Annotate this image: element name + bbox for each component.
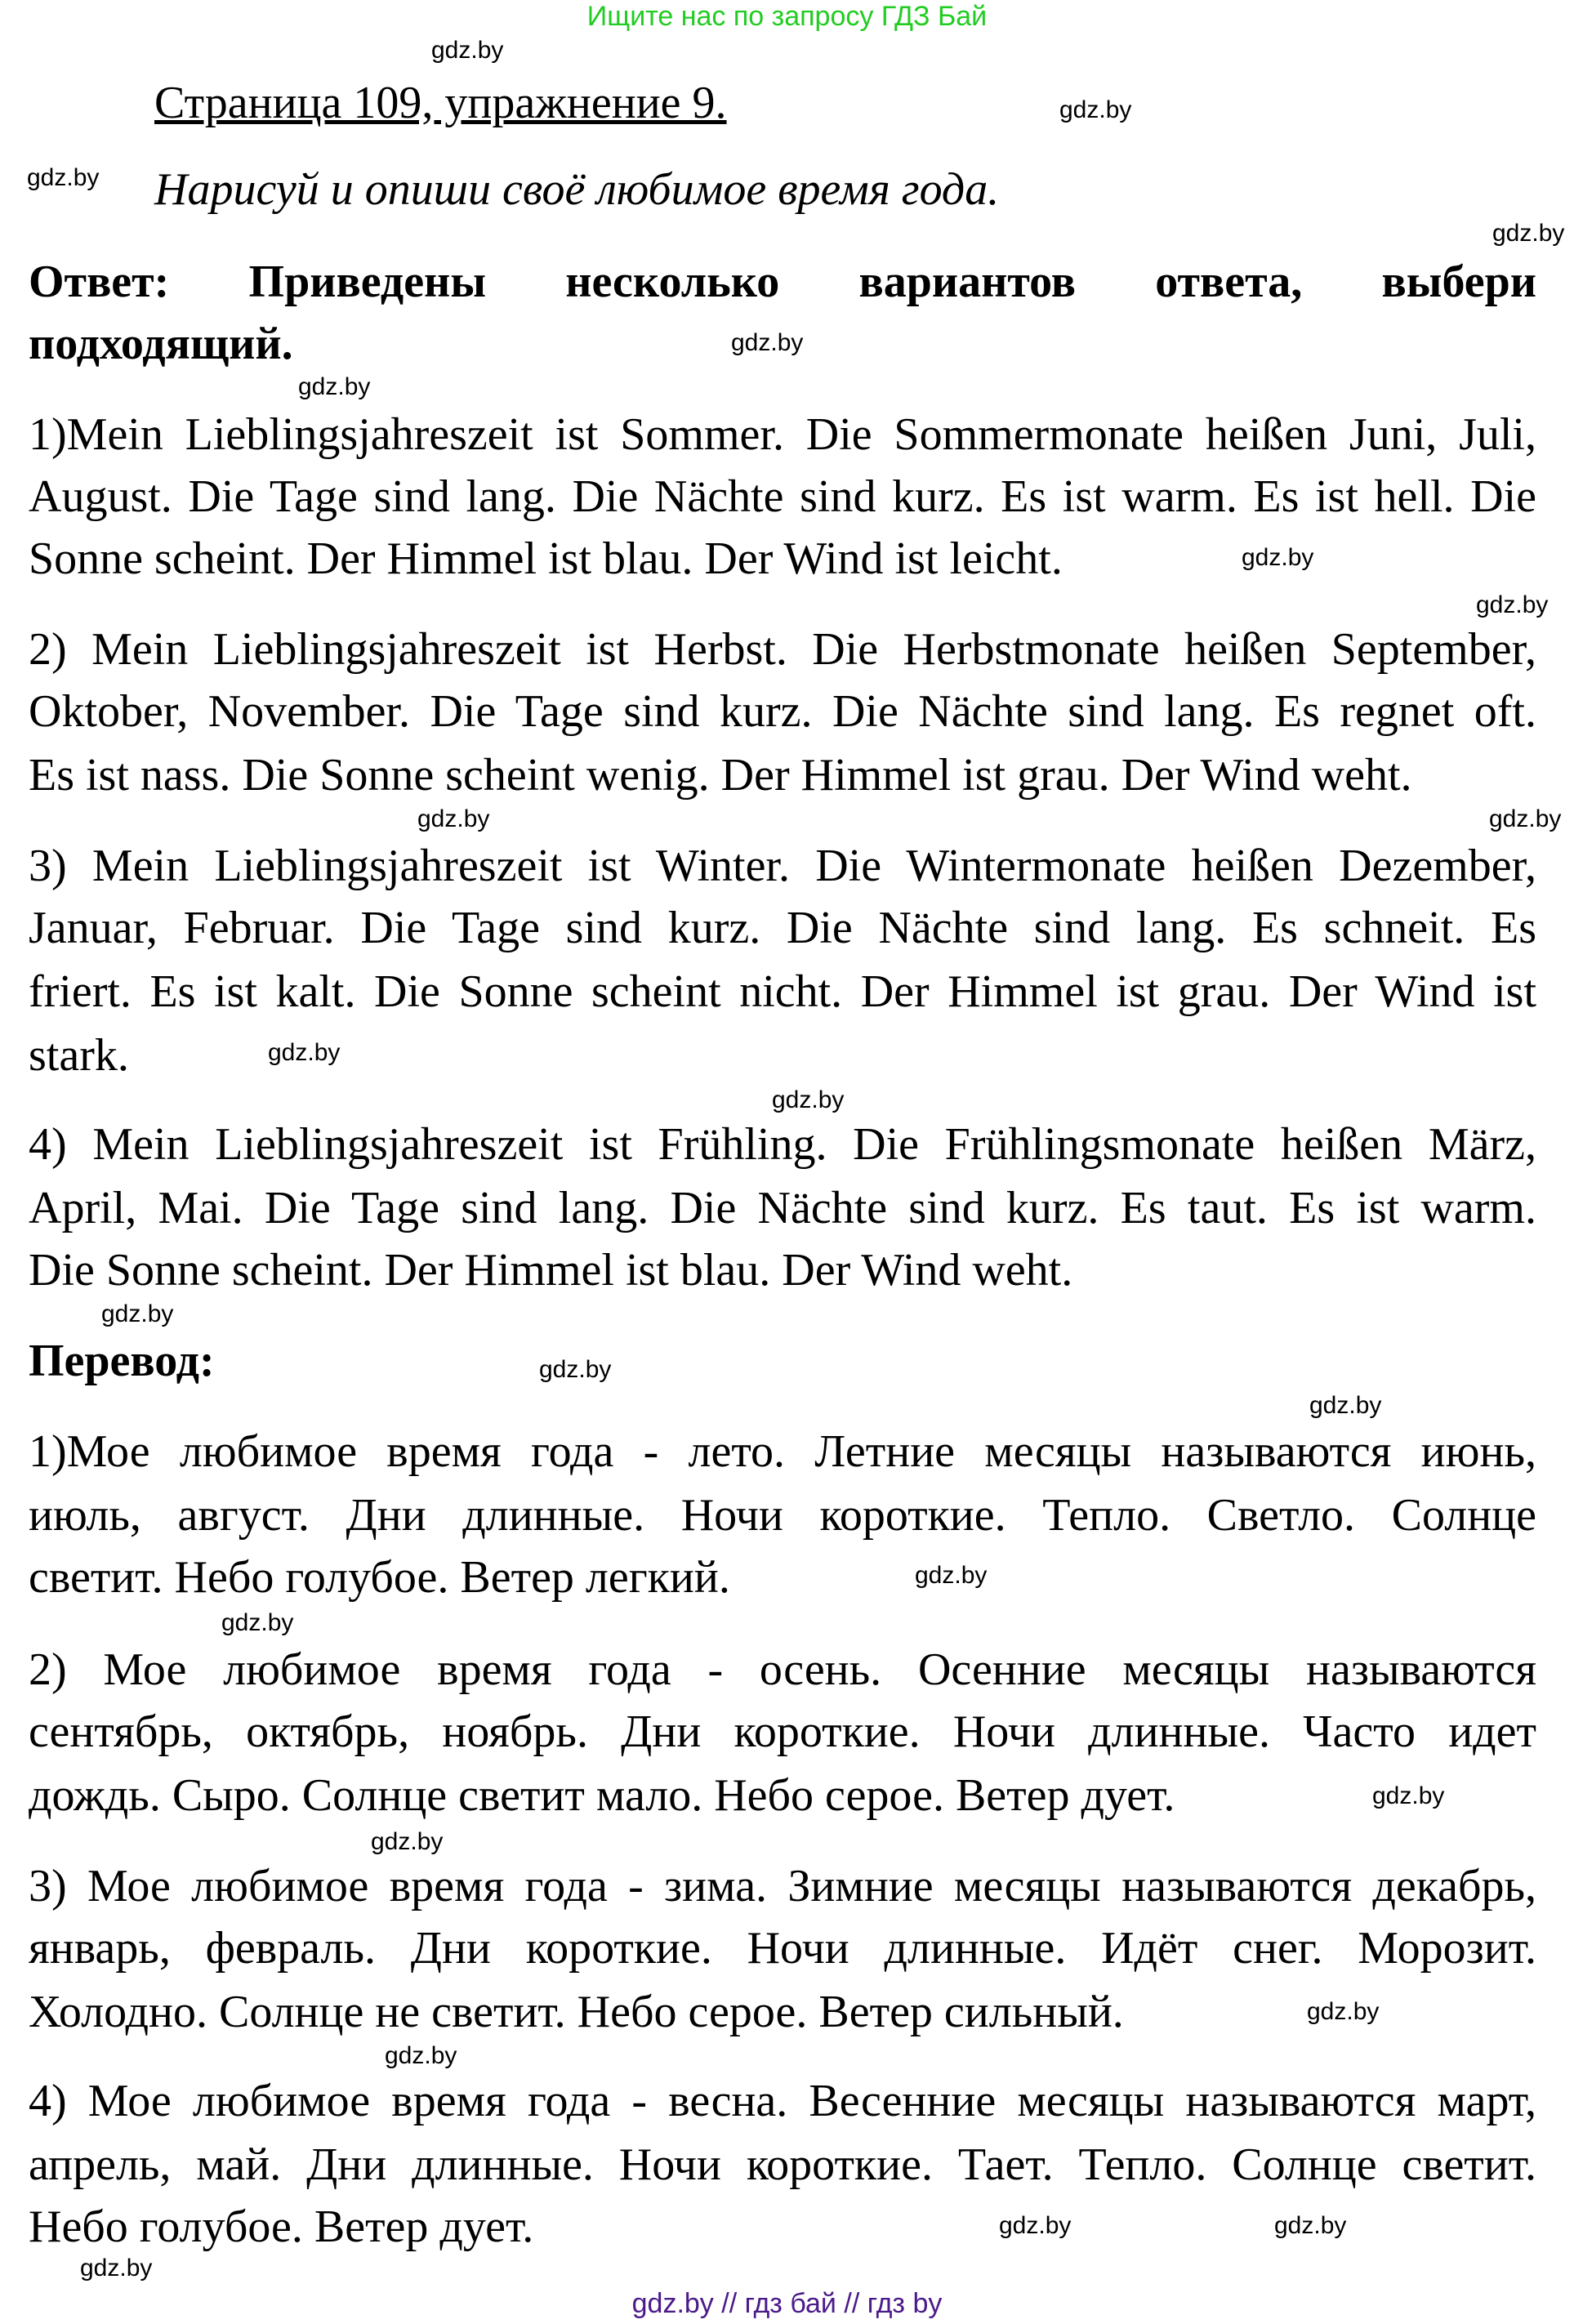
watermark: gdz.by (1309, 1392, 1382, 1419)
german-line: 3) Mein Lieblingsjahreszeit ist Winter. Die Wintermonate heißen Dezember, (29, 841, 1536, 891)
watermark: gdz.by (1274, 2212, 1347, 2239)
watermark: gdz.by (539, 1356, 612, 1383)
russian-line: 1)Мое любимое время года - лето. Летние месяцы называются июнь, (29, 1426, 1536, 1477)
russian-line: Небо голубое. Ветер дует. (29, 2201, 534, 2252)
watermark: gdz.by (1476, 591, 1549, 618)
watermark: gdz.by (431, 37, 504, 64)
watermark: gdz.by (999, 2212, 1072, 2239)
german-line: Sonne scheint. Der Himmel ist blau. Der Wind ist leicht. (29, 533, 1063, 584)
task-text: Нарисуй и опиши своё любимое время года. (154, 164, 1000, 215)
footer-links[interactable]: gdz.by // гдз бай // гдз by (631, 2288, 943, 2319)
russian-line: светит. Небо голубое. Ветер легкий. (29, 1552, 730, 1603)
german-line: 1)Mein Lieblingsjahreszeit ist Sommer. Die Sommermonate heißen Juni, Juli, (29, 409, 1536, 460)
german-line: Januar, Februar. Die Tage sind kurz. Die Nächte sind lang. Es schneit. Es (29, 903, 1536, 953)
watermark: gdz.by (371, 1828, 444, 1855)
watermark: gdz.by (268, 1039, 341, 1066)
russian-line: 2) Мое любимое время года - осень. Осенние месяцы называются (29, 1644, 1536, 1695)
watermark: gdz.by (221, 1609, 294, 1636)
watermark: gdz.by (731, 329, 804, 356)
russian-line: 4) Мое любимое время года - весна. Весенние месяцы называются март, (29, 2076, 1536, 2126)
german-line: April, Mai. Die Tage sind lang. Die Nächte sind kurz. Es taut. Es ist warm. (29, 1183, 1536, 1233)
watermark: gdz.by (1372, 1782, 1445, 1809)
translation-heading: Перевод: (29, 1336, 215, 1386)
russian-line: январь, февраль. Дни короткие. Ночи длинные. Идёт снег. Морозит. (29, 1923, 1536, 1974)
watermark: gdz.by (27, 164, 100, 191)
watermark: gdz.by (298, 373, 371, 400)
german-line: friert. Es ist kalt. Die Sonne scheint nicht. Der Himmel ist grau. Der Wind ist (29, 966, 1536, 1017)
answer-line: Ответ: Приведены несколько вариантов ответа, выбери (29, 256, 1536, 307)
russian-line: апрель, май. Дни длинные. Ночи короткие. Тает. Тепло. Солнце светит. (29, 2139, 1536, 2190)
header-search-link[interactable]: Ищите нас по запросу ГДЗ Бай (586, 1, 988, 32)
watermark: gdz.by (80, 2255, 153, 2282)
watermark: gdz.by (1489, 805, 1562, 832)
german-line: stark. (29, 1030, 129, 1081)
german-line: Die Sonne scheint. Der Himmel ist blau. Der Wind weht. (29, 1245, 1073, 1296)
russian-line: 3) Мое любимое время года - зима. Зимние месяцы называются декабрь, (29, 1861, 1536, 1911)
russian-line: сентябрь, октябрь, ноябрь. Дни короткие. Ночи длинные. Часто идет (29, 1706, 1536, 1757)
answer-line: подходящий. (29, 319, 293, 369)
watermark: gdz.by (772, 1086, 845, 1113)
german-line: 4) Mein Lieblingsjahreszeit ist Frühling. Die Frühlingsmonate heißen März, (29, 1119, 1536, 1170)
german-line: 2) Mein Lieblingsjahreszeit ist Herbst. Die Herbstmonate heißen September, (29, 624, 1536, 675)
german-line: Oktober, November. Die Tage sind kurz. Die Nächte sind lang. Es regnet oft. (29, 686, 1536, 737)
german-line: August. Die Tage sind lang. Die Nächte sind kurz. Es ist warm. Es ist hell. Die (29, 471, 1536, 522)
page-title: Страница 109, упражнение 9. (154, 78, 727, 128)
watermark: gdz.by (1242, 544, 1314, 571)
watermark: gdz.by (1492, 220, 1565, 247)
russian-line: дождь. Сыро. Солнце светит мало. Небо серое. Ветер дует. (29, 1770, 1175, 1821)
watermark: gdz.by (101, 1300, 174, 1327)
watermark: gdz.by (385, 2042, 457, 2069)
watermark: gdz.by (417, 805, 490, 832)
russian-line: Холодно. Солнце не светит. Небо серое. Ветер сильный. (29, 1987, 1124, 2037)
watermark: gdz.by (1059, 96, 1132, 123)
german-line: Es ist nass. Die Sonne scheint wenig. Der Himmel ist grau. Der Wind weht. (29, 750, 1412, 801)
russian-line: июль, август. Дни длинные. Ночи короткие. Тепло. Светло. Солнце (29, 1490, 1536, 1541)
watermark: gdz.by (1307, 1998, 1380, 2025)
watermark: gdz.by (915, 1562, 988, 1589)
